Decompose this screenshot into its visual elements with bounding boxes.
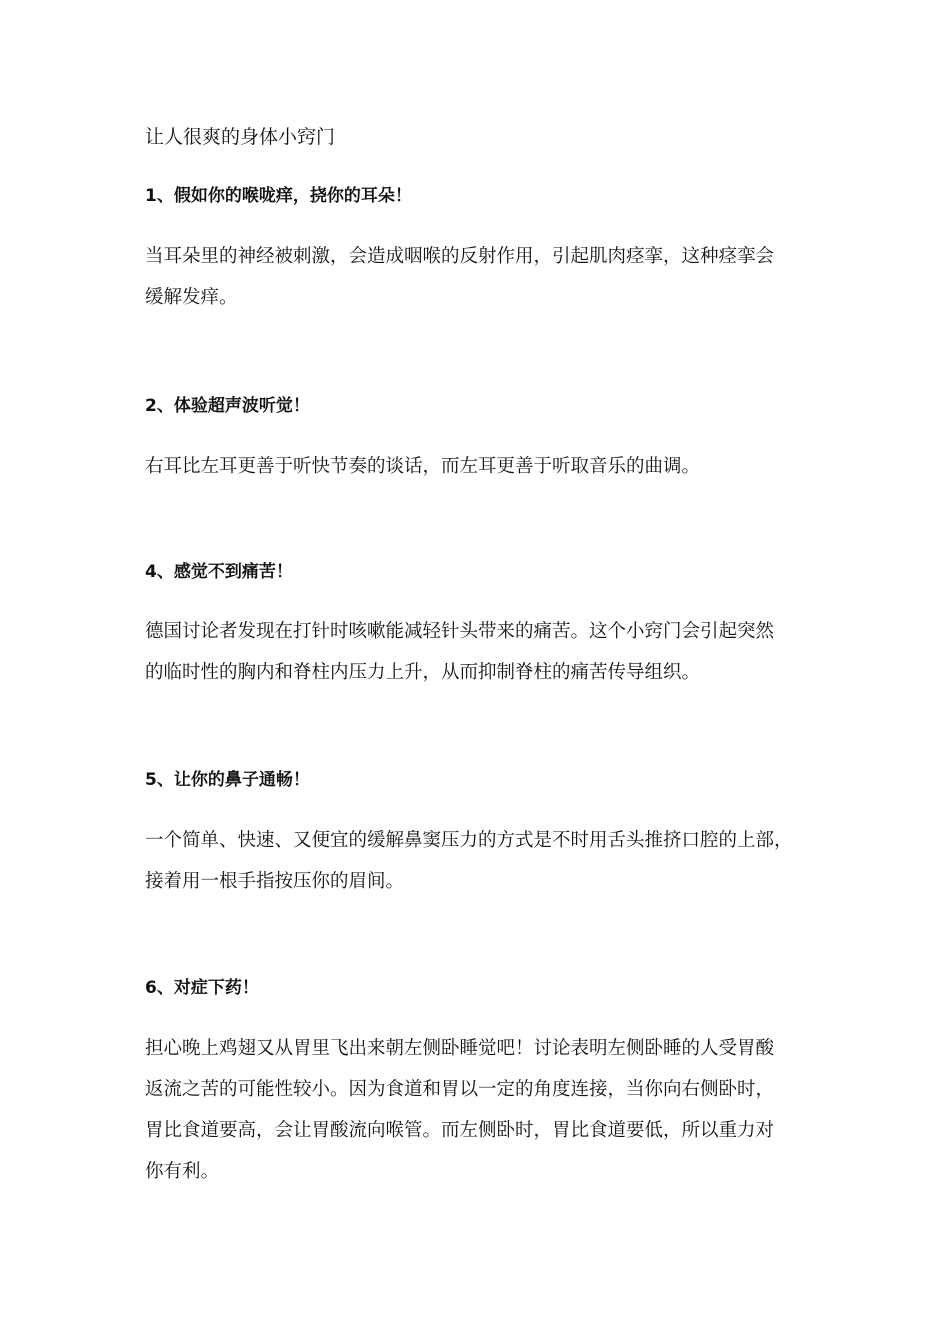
section-heading-2: 2、体验超声波听觉！: [145, 396, 310, 416]
section-heading-6: 6、对症下药！: [145, 978, 259, 998]
section-heading-5: 5、让你的鼻子通畅！: [145, 770, 310, 790]
section-heading-1: 1、假如你的喉咙痒，挠你的耳朵！: [145, 186, 412, 206]
document-title: 让人很爽的身体小窍门: [145, 126, 336, 148]
body-line: 担心晚上鸡翅又从胃里飞出来朝左侧卧睡觉吧！讨论表明左侧卧睡的人受胃酸: [145, 1038, 775, 1059]
body-line: 右耳比左耳更善于听快节奏的谈话，而左耳更善于听取音乐的曲调。: [145, 456, 701, 477]
body-line: 德国讨论者发现在打针时咳嗽能减轻针头带来的痛苦。这个小窍门会引起突然: [145, 621, 775, 642]
section-body-4: [145, 611, 810, 693]
body-line: 接着用一根手指按压你的眉间。: [145, 871, 405, 892]
section-heading-4: 4、感觉不到痛苦！: [145, 562, 293, 582]
section-body-2: [145, 446, 810, 487]
body-line: 你有利。: [145, 1161, 220, 1182]
body-line: 胃比食道要高，会让胃酸流向喉管。而左侧卧时，胃比食道要低，所以重力对: [145, 1120, 775, 1141]
section-body-5: [145, 820, 810, 902]
body-line: 的临时性的胸内和脊柱内压力上升，从而抑制脊柱的痛苦传导组织。: [145, 662, 701, 683]
body-line: 一个简单、快速、又便宜的缓解鼻窦压力的方式是不时用舌头推挤口腔的上部，: [145, 830, 793, 851]
section-body-1: [145, 236, 810, 318]
body-line: 当耳朵里的神经被刺激，会造成咽喉的反射作用，引起肌肉痉挛，这种痉挛会: [145, 246, 775, 267]
section-body-6: [145, 1028, 810, 1192]
body-line: 缓解发痒。: [145, 287, 238, 308]
body-line: 返流之苦的可能性较小。因为食道和胃以一定的角度连接，当你向右侧卧时，: [145, 1079, 775, 1100]
